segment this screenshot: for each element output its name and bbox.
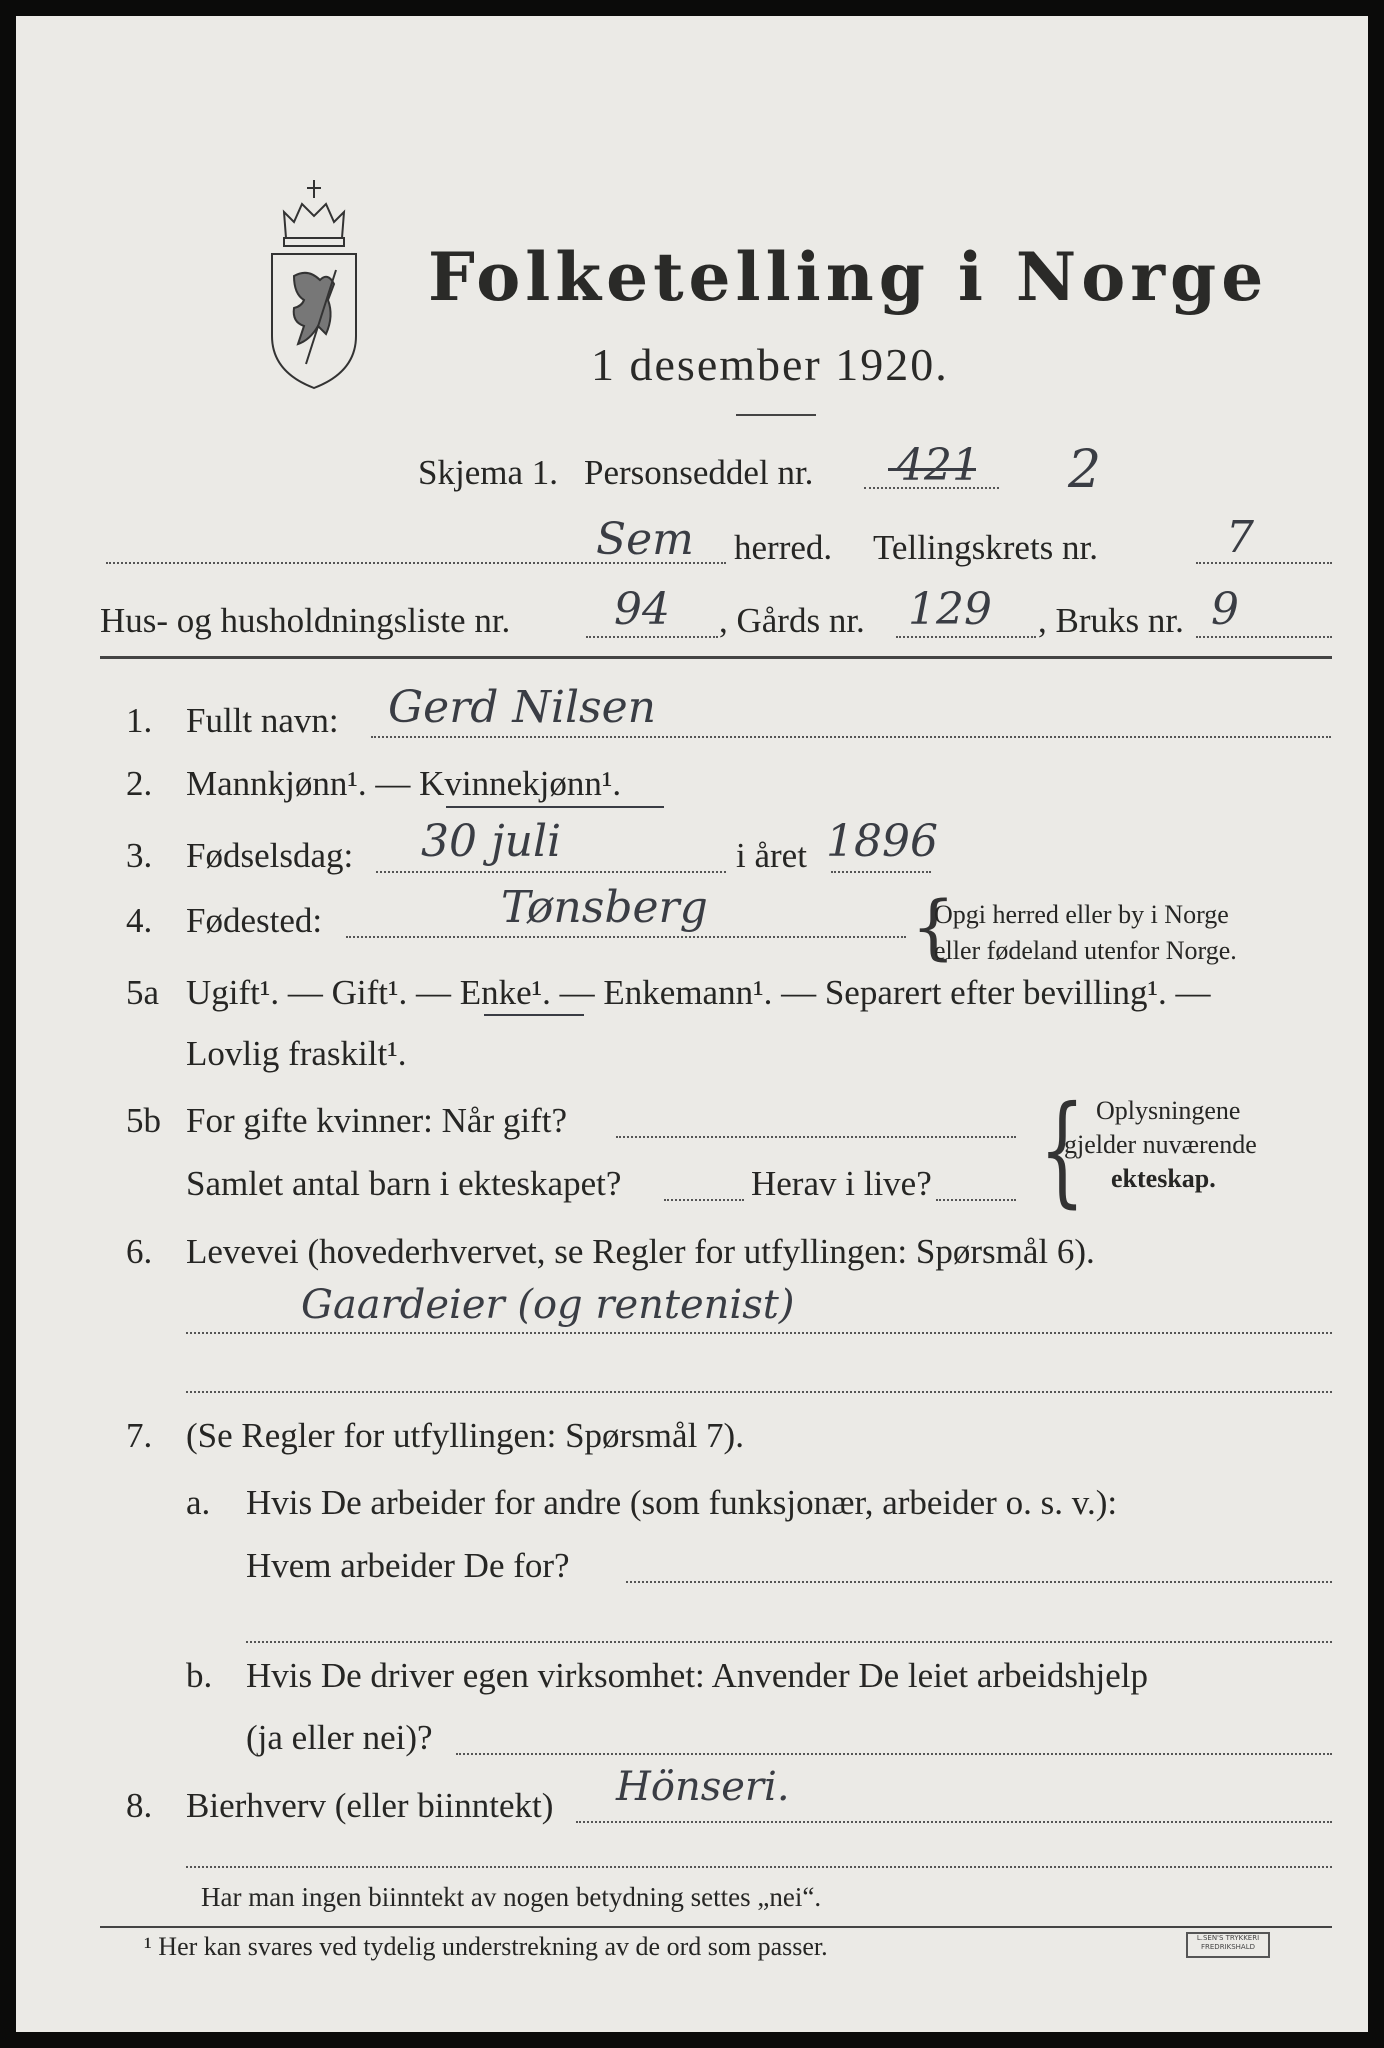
q2-label: Mannkjønn¹. — Kvinnekjønn¹. [186,764,622,803]
q7b-letter: b. [186,1656,213,1695]
tellingskrets-label: Tellingskrets nr. [873,528,1099,567]
q5a-enke-underline [484,1014,584,1016]
q7a-line2: Hvem arbeider De for? [246,1546,570,1585]
printer-stamp: L.SEN'S TRYKKERI FREDRIKSHALD [1186,1932,1270,1958]
q3-year-value: 1896 [826,816,938,867]
q5b-line2b: Herav i live? [751,1164,932,1203]
hus-label: Hus- og husholdningsliste nr. [100,601,511,640]
gards-line [896,636,1036,638]
q5b-line2a: Samlet antal barn i ekteskapet? [186,1164,622,1203]
footnote-divider [100,1926,1332,1928]
q7b-line2: (ja eller nei)? [246,1718,433,1757]
bruks-label: , Bruks nr. [1038,601,1184,640]
q5a-line2: Lovlig fraskilt¹. [186,1034,407,1073]
bruks-value: 9 [1211,584,1239,635]
q8-number: 8. [126,1786,153,1825]
q7-number: 7. [126,1416,153,1455]
q5a-line1: Ugift¹. — Gift¹. — Enke¹. — Enkemann¹. — Separert efter bevilling¹. — [186,973,1211,1012]
q6-number: 6. [126,1232,153,1271]
q6-line1 [186,1332,1332,1334]
q4-label: Fødested: [186,901,323,940]
q7b-line1: Hvis De driver egen virksomhet: Anvender De leiet arbeidshjelp [246,1656,1148,1695]
tellingskrets-line [1196,562,1332,564]
herred-label: herred. [734,528,833,567]
q1-label: Fullt navn: [186,701,339,740]
q3-label: Fødselsdag: [186,836,354,875]
q8-value: Hönseri. [616,1764,790,1810]
q8-label: Bierhverv (eller biinntekt) [186,1786,554,1825]
q7a-employer-line [626,1581,1332,1583]
q7a-line1: Hvis De arbeider for andre (som funksjonær, arbeider o. s. v.): [246,1483,1118,1522]
census-date: 1 desember 1920. [591,339,949,390]
census-form-page [16,16,1368,2032]
form-title: Folketelling i Norge [428,238,1269,316]
q7a-extra-line [246,1641,1332,1643]
q5b-line1: For gifte kvinner: Når gift? [186,1101,568,1140]
q5b-note1: Oplysningene [1096,1096,1241,1125]
q6-value: Gaardeier (og rentenist) [301,1282,795,1328]
footnote: ¹ Her kan svares ved tydelig understrekning av de ord som passer. [144,1932,828,1961]
q8-line1 [576,1821,1332,1823]
q5b-number: 5b [126,1101,161,1140]
q1-number: 1. [126,701,153,740]
q4-note-line1: Opgi herred eller by i Norge [934,900,1229,929]
header-divider [100,656,1332,659]
q4-number: 4. [126,901,153,940]
q3-day-line [376,871,726,873]
skjema-label: Skjema 1. [418,453,558,492]
q4-line [346,936,906,938]
q5b-married-line [616,1136,1016,1138]
gards-label: , Gårds nr. [719,601,865,640]
q8-line2 [186,1866,1332,1868]
gards-value: 129 [908,584,992,635]
personseddel-struck-value: 421 [896,440,980,491]
q6-label: Levevei (hovederhvervet, se Regler for utfyllingen: Spørsmål 6). [186,1232,1095,1271]
q3-number: 3. [126,836,153,875]
q4-note-brace: { [911,886,956,968]
q5a-number: 5a [126,973,160,1012]
q6-line2 [186,1391,1332,1393]
q4-note-line2: eller fødeland utenfor Norge. [934,936,1237,965]
hus-line [586,636,718,638]
personseddel-value: 2 [1068,440,1102,500]
q7a-letter: a. [186,1483,211,1522]
q5b-note2: gjelder nuværende [1064,1130,1257,1159]
q1-line [371,736,1331,738]
q3-year-line [831,871,931,873]
herred-value: Sem [596,514,694,565]
title-divider [736,414,816,416]
bruks-line [1196,636,1332,638]
q7b-answer-line [456,1753,1332,1755]
tellingskrets-value: 7 [1226,512,1254,563]
q5b-children-line [664,1199,744,1201]
q5b-note-brace: { [1039,1081,1086,1220]
hus-value: 94 [614,584,670,635]
q5b-alive-line [936,1199,1016,1201]
q3-year-label: i året [736,836,807,875]
q2-number: 2. [126,764,153,803]
q5b-note3: ekteskap. [1111,1164,1216,1193]
q4-value: Tønsberg [501,882,708,933]
personseddel-label: Personseddel nr. [584,453,814,492]
q7-label: (Se Regler for utfyllingen: Spørsmål 7). [186,1416,744,1455]
q2-kvinnekjonn-underline [446,806,664,808]
norwegian-coat-of-arms-icon [264,176,364,396]
q1-value: Gerd Nilsen [388,682,656,733]
personseddel-strikeout [888,468,976,471]
q3-day-value: 30 juli [421,816,562,867]
q8-note: Har man ingen biinntekt av nogen betydning settes „nei“. [201,1882,822,1912]
